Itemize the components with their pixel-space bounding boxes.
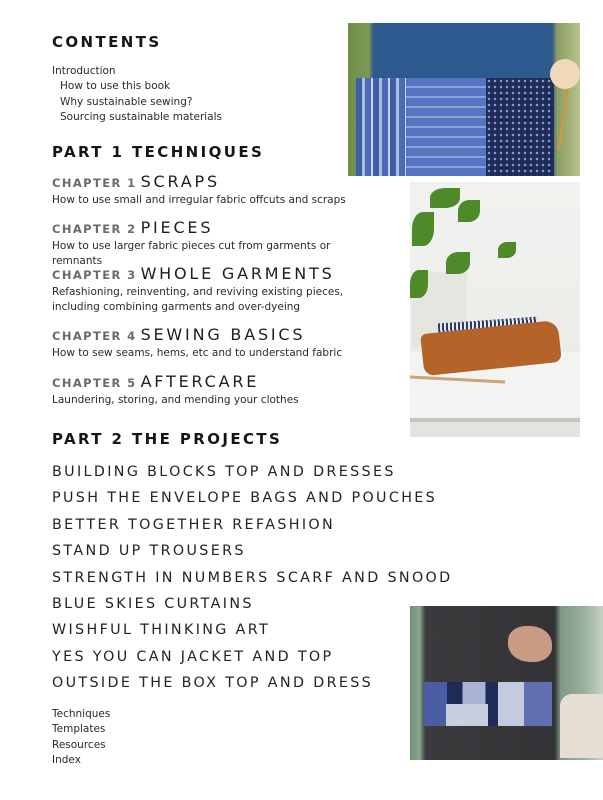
toc-item-techniques[interactable]: Techniques: [52, 708, 111, 720]
patchwork-patch: [446, 704, 488, 726]
project-item[interactable]: BLUE SKIES CURTAINS: [52, 596, 254, 613]
chapter-label: CHAPTER 4: [52, 329, 137, 343]
project-item[interactable]: BETTER TOGETHER REFASHION: [52, 516, 336, 533]
chapter-description: How to use larger fabric pieces cut from garments or remnants: [52, 240, 331, 267]
chapter-2[interactable]: [52, 218, 372, 269]
chapter-label: CHAPTER 2: [52, 222, 137, 236]
contents-heading: CONTENTS: [52, 33, 162, 51]
chapter-description: Laundering, storing, and mending your clothes: [52, 394, 299, 406]
allium-flower: [550, 59, 580, 89]
part2-heading: PART 2 THE PROJECTS: [52, 430, 283, 448]
back-matter-list: [52, 707, 110, 768]
chapter-title: SEWING BASICS: [140, 325, 306, 344]
project-item[interactable]: STRENGTH IN NUMBERS SCARF AND SNOOD: [52, 569, 453, 586]
project-item[interactable]: STAND UP TROUSERS: [52, 543, 246, 560]
chapter-label: CHAPTER 1: [52, 176, 137, 190]
check-panel: [406, 78, 486, 176]
chapter-5[interactable]: [52, 372, 372, 408]
toc-item-resources[interactable]: Resources: [52, 738, 106, 751]
part1-heading: PART 1 TECHNIQUES: [52, 143, 265, 161]
flower-stem: [557, 85, 569, 150]
project-list: [52, 459, 453, 697]
project-item[interactable]: OUTSIDE THE BOX TOP AND DRESS: [52, 675, 374, 692]
toc-item-how-to-use[interactable]: How to use this book: [60, 80, 171, 93]
chapter-title: WHOLE GARMENTS: [140, 264, 335, 283]
plaid-panel: [356, 78, 406, 176]
patchwork-skirt-photo: [410, 606, 603, 760]
patchwork-dress-photo: [348, 23, 580, 176]
toc-item-templates[interactable]: Templates: [52, 723, 106, 736]
chapter-description: How to use small and irregular fabric offcuts and scraps: [52, 194, 346, 206]
toc-item-introduction[interactable]: Introduction: [52, 65, 116, 77]
armchair: [560, 694, 603, 758]
intro-list: [52, 64, 222, 125]
leaf: [410, 270, 428, 298]
toc-item-why-sustainable[interactable]: Why sustainable sewing?: [60, 95, 193, 108]
toc-item-index[interactable]: Index: [52, 753, 81, 766]
chapter-1[interactable]: [52, 172, 372, 208]
project-item[interactable]: PUSH THE ENVELOPE BAGS AND POUCHES: [52, 490, 438, 507]
toc-item-sourcing[interactable]: Sourcing sustainable materials: [60, 110, 223, 123]
chapter-title: PIECES: [140, 218, 214, 237]
leaf: [412, 212, 434, 246]
leaf: [430, 188, 460, 208]
patchwork-band: [424, 682, 552, 726]
chapter-title: SCRAPS: [140, 172, 220, 191]
chapter-label: CHAPTER 3: [52, 268, 137, 282]
chapter-description: How to sew seams, hems, etc and to understand fabric: [52, 347, 343, 359]
leaf: [458, 200, 480, 222]
chapter-4[interactable]: [52, 325, 372, 361]
chapter-label: CHAPTER 5: [52, 376, 137, 390]
chapter-3[interactable]: [52, 264, 372, 315]
leather-pouch-photo: [410, 182, 580, 437]
chapter-title: AFTERCARE: [140, 372, 260, 391]
floral-panel: [486, 78, 554, 176]
project-item[interactable]: WISHFUL THINKING ART: [52, 622, 271, 639]
project-item[interactable]: YES YOU CAN JACKET AND TOP: [52, 648, 334, 665]
dress-bodice: [376, 23, 544, 81]
leaf: [498, 242, 516, 258]
project-item[interactable]: BUILDING BLOCKS TOP AND DRESSES: [52, 464, 396, 480]
chapter-description: Refashioning, reinventing, and reviving existing pieces, including combining garments and over-dyeing: [52, 286, 344, 313]
hands: [508, 626, 552, 662]
leaf: [446, 252, 470, 274]
